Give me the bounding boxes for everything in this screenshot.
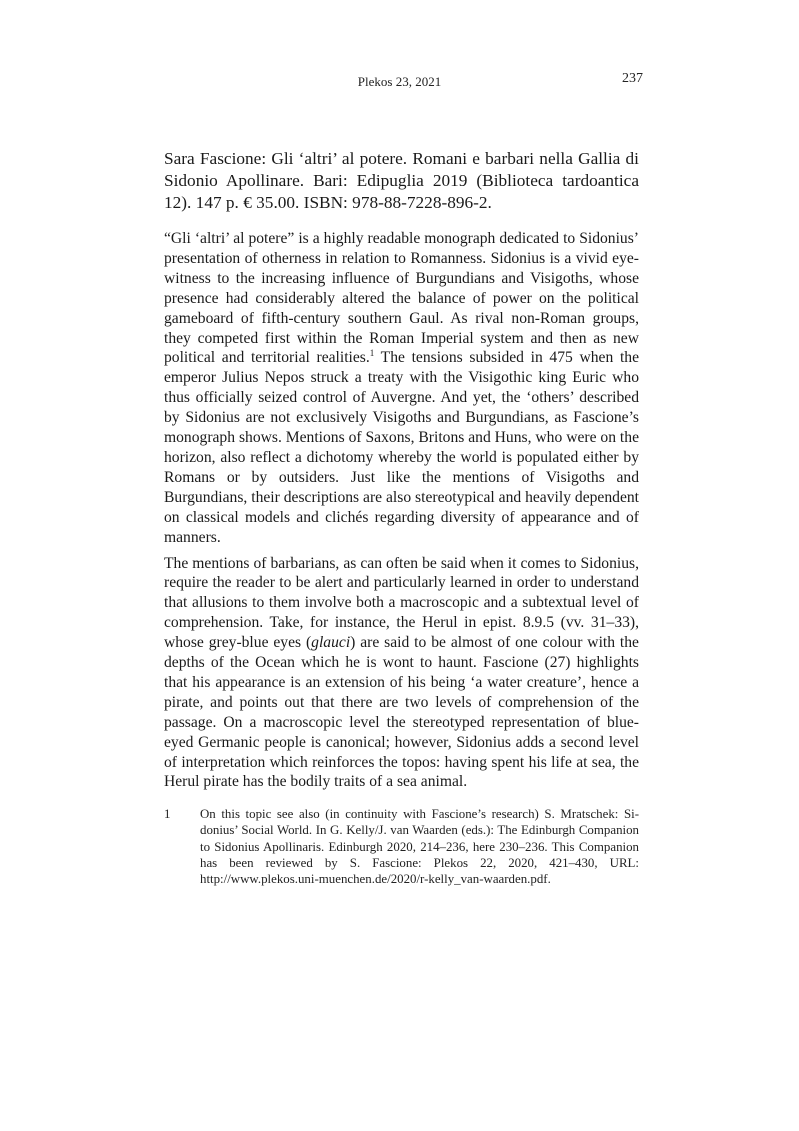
running-head: Plekos 23, 2021	[357, 74, 442, 89]
footnote-text: On this topic see also (in continuity with Fascione’s research) S. Mratschek: Sidonius’ Social World. In G. Kelly/J. van Waarden (eds.): The Edinburgh Companion to Sidonius Apollinaris. Edinburgh 2020, 214–236, here 230–236. This Companion has been reviewed by S. Fascione: Plekos 22, 2020, 421–430, URL: http://www.plekos.uni-muenchen.de/2020/r-kelly_van-waarden.pdf.	[200, 807, 639, 887]
paragraph-2-part-a: The mentions of barbarians, as can often be said when it comes to Sidonius, require the reader to be alert and particularly learned in order to understand that allusions to them involve both a macroscopic and a subtextual level of comprehension. Take, for instance, the Herul in epist. 8.9.5 (vv. 31–33), whose grey-blue eyes (	[164, 554, 639, 652]
footnote-number: 1	[164, 807, 171, 821]
review-body	[164, 229, 639, 798]
page-number: 237	[622, 71, 643, 86]
paragraph-1-part-a: “Gli ‘altri’ al potere” is a highly readable monograph dedicated to Sidonius’ presentation of otherness in relation to Romanness. Sidonius is a vivid eyewitness to the increasing influence of Burgundians and Visigoths, whose presence had considerably altered the balance of power on the political gameboard of fifth-century southern Gaul. As rival non-Roman groups, they competed first within the Roman Imperial system and then as new political and territorial realities.	[164, 230, 639, 367]
paragraph-2-part-b: ) are said to be almost of one colour with the depths of the Ocean which he is wont to haunt. Fascione (27) highlights that his appearance is an extension of his being ‘a water creature’, hence a pirate, and points out that there are two levels of comprehension of the passage. On a macroscopic level the stereotyped representation of blue-eyed Germanic people is canonical; however, Sidonius adds a second level of interpretation which reinforces the topos: having spent his life at sea, the Herul pirate has the bodily traits of a sea animal.	[164, 634, 639, 791]
footnote-1	[164, 806, 639, 887]
paragraph-2	[164, 554, 639, 793]
italic-term: glauci	[311, 634, 351, 652]
book-reference: Sara Fascione: Gli ‘altri’ al potere. Romani e barbari nella Gallia di Sidonio Apollinare. Bari: Edipuglia 2019 (Biblioteca tardoantica 12). 147 p. € 35.00. ISBN: 978-88-7228-896-2.	[164, 149, 639, 212]
footnote-reference[interactable]: 1	[369, 348, 375, 359]
paragraph-1-part-b: The tensions subsided in 475 when the emperor Julius Nepos struck a treaty with the Visigothic king Euric who thus officially seized control of Auvergne. And yet, the ‘others’ described by Sidonius are not exclusively Visigoths and Burgundians, as Fascione’s monograph shows. Mentions of Saxons, Britons and Huns, who were on the horizon, also reflect a dichotomy whereby the world is populated either by Romans or by outsiders. Just like the mentions of Visigoths and Burgundians, their descriptions are also stereotypical and heavily dependent on classical models and clichés regarding diversity of appearance and of manners.	[164, 349, 639, 546]
paragraph-1	[164, 229, 639, 548]
